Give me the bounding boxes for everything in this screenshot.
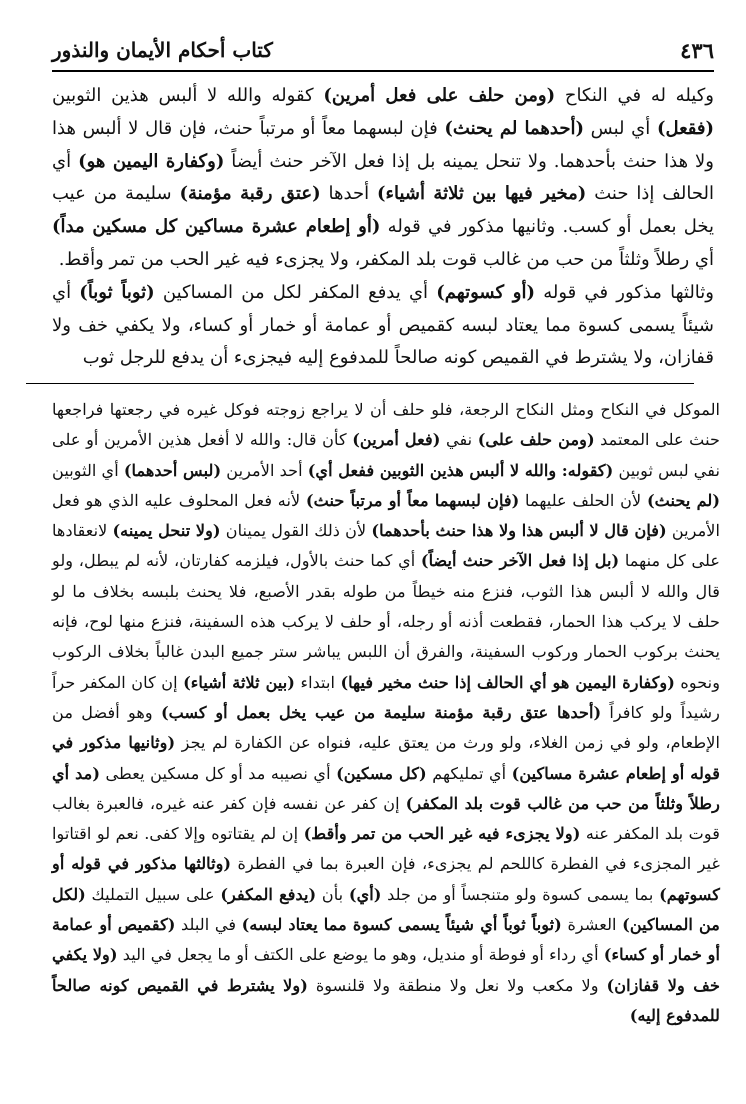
- bold-run: (ولا يكفي خف ولا قفازان): [52, 945, 720, 995]
- bold-run: (كقوله: والله لا ألبس هذين الثوبين ففعل أي): [307, 460, 614, 480]
- footnote-divider: [26, 383, 694, 384]
- bold-run: (أو كسوتهم): [436, 281, 535, 303]
- text-run: إن كفر عن نفسه فإن كفر عنه غيره، فالعبرة بغالب قوت بلد المكفر عنه: [52, 793, 720, 844]
- text-run: بما يسمى كسوة ولو متنجساً أو من جلد: [381, 884, 660, 904]
- bold-run: (لكل من المساكين): [52, 884, 720, 935]
- text-run: إن كان المكفر حراً رشيداً ولو كافراً: [52, 672, 720, 722]
- bold-run: (فإن قال لا ألبس هذا ولا هذا حنث بأحدهما): [371, 521, 667, 541]
- bold-run: (عتق رقبة مؤمنة): [179, 183, 321, 205]
- bold-run: (يدفع المكفر): [220, 884, 317, 904]
- bold-run: (وثانيها مذكور في قوله أو إطعام عشرة مساكين): [52, 733, 720, 783]
- bold-run: (فقعل): [656, 117, 714, 139]
- bold-run: (وكفارة اليمين هو): [78, 150, 225, 172]
- text-run: كأن قال: والله لا أفعل هذين الأمرين أو على نفي لبس ثوبين: [52, 430, 720, 480]
- text-run: لأنه فعل المحلوف عليه الذي هو فعل الأمرين: [52, 490, 720, 541]
- bold-run: (لم يحنث): [647, 490, 720, 510]
- text-run: في البلد: [175, 915, 242, 935]
- text-run: نفي: [440, 430, 478, 450]
- bold-run: (بل إذا فعل الآخر حنث أيضاً): [420, 551, 620, 571]
- main-text: [52, 80, 714, 375]
- page-number: ٤٣٦: [680, 37, 714, 63]
- footnote-text: [52, 395, 720, 1031]
- book-title: كتاب أحكام الأيمان والنذور: [52, 38, 273, 62]
- text-run: على سبيل التمليك: [85, 884, 221, 904]
- bold-run: (أي): [348, 884, 382, 904]
- text-run: أي شيئاً يسمى كسوة مما يعتاد لبسه كقميص أو عمامة أو خمار أو كساء، ولا يكفي خف ولا قفازان، ولا يشترط في القميص كونه صالحاً للمدفوع إليه فيجزىء أن يدفع للرجل ثوب: [52, 281, 714, 369]
- bold-run: (مخير فيها بين ثلاثة أشياء): [377, 183, 587, 205]
- main-paragraph: [52, 277, 714, 375]
- text-run: بأن: [316, 884, 349, 904]
- text-run: أي لبس: [583, 117, 657, 139]
- bold-run: (ثوباً ثوباً أي شيئاً يسمى كسوة مما يعتاد لبسه): [241, 915, 562, 935]
- bold-run: (ولا تنحل يمينه): [112, 521, 221, 541]
- text-run: أي رطلاً وثلثاً من حب من غالب قوت بلد المكفر، ولا يجزىء فيه غير الحب من تمر وأقط.: [58, 248, 714, 270]
- text-run: ولا مكعب ولا نعل ولا منطقة ولا قلنسوة: [307, 975, 607, 995]
- bold-run: (وكفارة اليمين هو أي الحالف إذا حنث مخير فيها): [340, 672, 675, 692]
- text-run: أي كما حنث بالأول، فيلزمه كفارتان، لأنه لم يبطل، ولو قال والله لا ألبس هذا الثوب، فنزع منه خيطاً من طوله بقدر الأصبع، فلا يحنث بلبسه بخلاف ما لو حلف لا يركب هذا الحمار، فقطعت أذنه أو رجله، أو حلف لا يركب هذه السفينة، فنزع منها لوح، فإنه يحنث بركوب الحمار وركوب السفينة، والفرق أن اللبس يباشر ستر جميع البدن غالباً بخلاف الركوب ونحوه: [52, 551, 721, 692]
- bold-run: (ولا يجزىء فيه غير الحب من تمر وأقط): [303, 824, 581, 844]
- bold-run: (ومن حلف على): [477, 430, 595, 450]
- page-header: [52, 30, 714, 72]
- text-run: أي نصيبه مد أو كل مسكين يعطى: [100, 763, 337, 783]
- footnote-paragraph: [52, 395, 720, 1031]
- main-paragraph: [52, 80, 714, 277]
- bold-run: (أحدهما لم يحنث): [444, 117, 584, 139]
- bold-run: (فإن لبسهما معاً أو مرتباً حنث): [305, 490, 520, 510]
- bold-run: (مد أي رطلاً وثلثاً من حب من غالب قوت بلد المكفر): [52, 763, 720, 813]
- bold-run: (ومن حلف على فعل أمرين): [323, 85, 556, 106]
- text-run: أحد الأمرين: [221, 460, 308, 480]
- bold-run: (كقميص أو عمامة أو خمار أو كساء): [52, 915, 720, 965]
- text-run: وثالثها مذكور في قوله: [534, 281, 714, 303]
- bold-run: (ثوباً ثوباً): [79, 281, 155, 303]
- bold-run: (أحدها عتق رقبة مؤمنة سليمة من عيب يخل بعمل أو كسب): [160, 702, 602, 722]
- bold-run: (بين ثلاثة أشياء): [183, 672, 295, 692]
- text-run: وهو أفضل من الإطعام، ولو في زمن الغلاء، ولو ورث من يعتق عليه، فنواه عن الكفارة لم يجز: [52, 702, 720, 753]
- text-run: إن لم يقتاتوه وإلا كفى. نعم لو اقتاتوا غير المجزىء في الفطرة كاللحم لم يجزىء، فإن العبرة بما في الفطرة: [52, 824, 720, 874]
- bold-run: (ولا يشترط في القميص كونه صالحاً للمدفوع إليه): [52, 975, 720, 1025]
- text-run: لأن الحلف عليهما: [519, 490, 647, 510]
- text-run: لأن ذلك القول يمينان: [220, 521, 372, 541]
- text-run: وكيله له في النكاح: [555, 85, 714, 106]
- bold-run: (أو إطعام عشرة مساكين كل مسكين مداً): [52, 216, 381, 238]
- text-run: أي الثوبين: [52, 460, 124, 480]
- text-run: العشرة: [561, 915, 623, 935]
- text-run: فإن لبسهما معاً أو مرتباً حنث، فإن قال لا ألبس هذا ولا هذا حنث بأحدهما. ولا تنحل يمينه بل إذا فعل الآخر حنث أيضاً: [52, 117, 715, 172]
- bold-run: (فعل أمرين): [352, 430, 441, 450]
- text-run: أي رداء أو فوطة أو منديل، وهو ما يوضع على الكتف أو ما يجعل في اليد: [117, 945, 604, 965]
- text-run: كقوله والله لا ألبس هذين الثوبين: [52, 85, 324, 106]
- text-run: ابتداء: [294, 672, 341, 692]
- text-run: الموكل في النكاح ومثل النكاح الرجعة، فلو حلف أن لا يراجع زوجته فوكل غيره في رجعتها فراجعها حنث على المعتمد: [52, 400, 720, 450]
- text-run: أي تمليكهم: [426, 763, 512, 783]
- bold-run: (لبس أحدهما): [123, 460, 222, 480]
- bold-run: (كل مسكين): [336, 763, 427, 783]
- text-run: لانعقادها على كل منهما: [52, 521, 720, 571]
- bold-run: (وثالثها مذكور في قوله أو كسوتهم): [52, 854, 720, 904]
- text-run: أحدها: [320, 183, 377, 205]
- text-run: أي يدفع المكفر لكل من المساكين: [154, 281, 437, 303]
- text-run: أي الحالف إذا حنث: [52, 150, 714, 205]
- text-run: سليمة من عيب يخل بعمل أو كسب. وثانيها مذكور في قوله: [52, 183, 715, 238]
